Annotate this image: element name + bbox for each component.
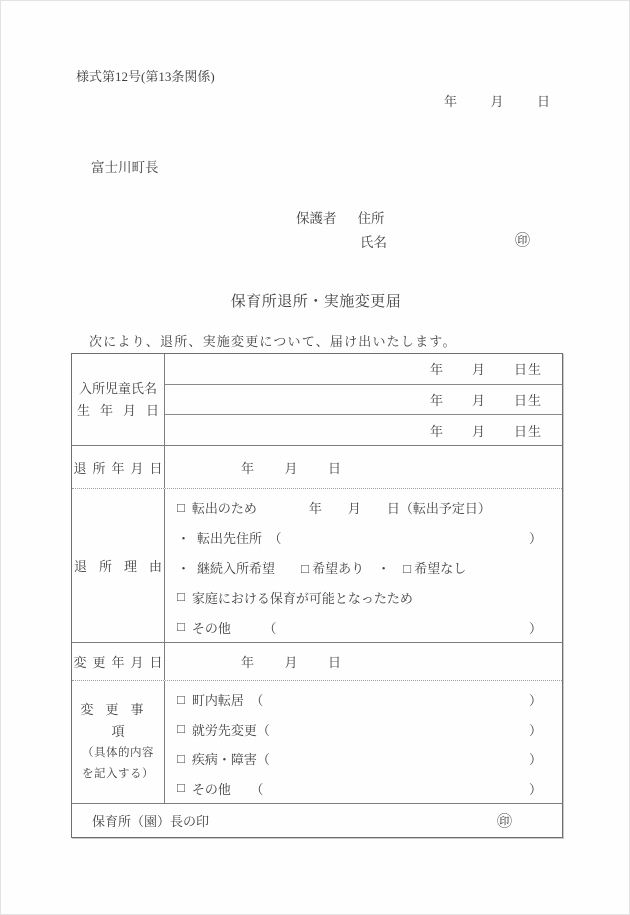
director-seal-row xyxy=(72,804,562,837)
addressee-title: 富士川町長 xyxy=(91,160,159,175)
change-items-note-line1: （具体的内容 xyxy=(82,747,154,759)
child-birthdate-placeholder: 年 月 日生 xyxy=(429,362,542,378)
change-item-line-relocation: □ 町内転居 （ ） xyxy=(177,691,542,709)
exit-date-placeholder: 年 月 日 xyxy=(241,460,343,476)
checkbox-icon: □ xyxy=(177,721,185,737)
change-date-row-label: 変更年月日 xyxy=(72,643,165,680)
bullet-icon: ・ xyxy=(177,560,191,576)
change-items-note-line2: を記入する） xyxy=(82,768,154,780)
exit-date-row-label: 退所年月日 xyxy=(72,446,165,488)
director-seal-label: 保育所（園）長の印 xyxy=(92,814,210,829)
change-items-row xyxy=(72,681,562,804)
document-title: 保育所退所・実施変更届 xyxy=(230,294,402,310)
child-entry-row xyxy=(165,414,562,445)
child-birthdate-placeholder: 年 月 日生 xyxy=(429,423,542,439)
guardian-seal-icon: ㊞ xyxy=(515,233,531,249)
guardian-address-label: 住所 xyxy=(357,211,385,226)
exit-reason-row-label: 退所理由 xyxy=(72,489,165,642)
guardian-block xyxy=(296,207,385,227)
checkbox-icon: □ xyxy=(177,619,185,635)
change-items-label: 変更事項 xyxy=(80,702,156,739)
checkbox-icon: □ xyxy=(177,499,185,515)
exit-reason-line-continue-wish: ・ 継続入所希望 □ 希望あり ・ □ 希望なし xyxy=(177,553,542,583)
child-entry-row xyxy=(165,354,562,384)
checkbox-icon: □ xyxy=(177,780,185,796)
intro-text: 次により、退所、実施変更について、届け出いたします。 xyxy=(89,334,457,349)
exit-reason-line-moveout: □ 転出のため 年 月 日（転出予定日） xyxy=(177,499,491,517)
change-item-line-other: □ その他 （ ） xyxy=(177,780,542,797)
child-birthdate-placeholder: 年 月 日生 xyxy=(429,393,542,408)
child-name-birthdate-header xyxy=(72,354,169,445)
child-entry-row xyxy=(165,384,562,415)
guardian-label: 保護者 xyxy=(296,211,337,226)
exit-reason-line-moveout-address: ・ 転出先住所 （ ） xyxy=(177,523,542,553)
exit-reason-row xyxy=(72,489,562,643)
exit-reason-line-home-care: □ 家庭における保育が可能となったため xyxy=(177,589,413,606)
change-item-line-illness: □ 疾病・障害（ ） xyxy=(177,750,542,768)
checkbox-icon: □ xyxy=(177,589,185,605)
child-section xyxy=(72,354,562,446)
issue-date-line: 年 月 日 xyxy=(444,94,553,109)
exit-reason-line-other: □ その他 （ ） xyxy=(177,619,542,636)
change-item-line-employer: □ 就労先変更（ ） xyxy=(177,721,542,738)
change-date-placeholder: 年 月 日 xyxy=(241,655,343,670)
change-items-row-label xyxy=(72,681,165,803)
checkbox-icon: □ xyxy=(177,691,185,707)
change-date-row xyxy=(72,643,562,681)
child-name-label: 入所児童氏名 xyxy=(78,380,157,396)
form-number: 様式第12号(第13条関係) xyxy=(76,69,215,84)
exit-date-row xyxy=(72,446,562,489)
child-birthdate-label: 生年月日 xyxy=(76,402,169,418)
checkbox-icon: □ xyxy=(177,750,185,766)
form-table xyxy=(71,353,563,838)
bullet-icon: ・ xyxy=(177,531,191,547)
director-seal-icon: ㊞ xyxy=(496,814,512,830)
guardian-name-label: 氏名 xyxy=(360,235,387,250)
